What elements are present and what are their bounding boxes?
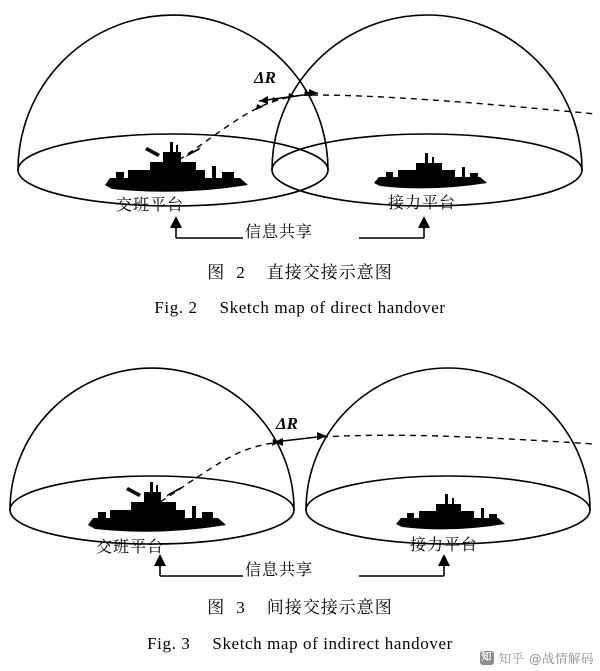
delta-r-arrow [274, 432, 326, 446]
right-platform-label: 接力平台 [410, 535, 479, 554]
right-dome-arc [272, 15, 582, 170]
delta-r-label: ΔR [254, 68, 276, 87]
info-share-label: 信息共享 [245, 222, 314, 241]
figure-2-caption-en [0, 298, 600, 318]
figure-2-caption-cn-text: 直接交接示意图 [266, 263, 393, 283]
figure-3 [0, 338, 600, 671]
trajectory-dashed-right [322, 435, 594, 444]
figure-3-svg [0, 338, 600, 593]
figure-2-caption-cn [0, 258, 600, 283]
figure-2-caption-cn-prefix: 图 [207, 263, 225, 282]
right-dome-arc [306, 368, 590, 510]
trajectory-dashed-right [312, 95, 596, 114]
watermark-logo-icon: 知 [481, 652, 492, 663]
watermark [480, 649, 594, 667]
figure-3-caption-cn-prefix: 图 [207, 598, 225, 617]
figure-3-caption-en-prefix: Fig. 3 [147, 634, 191, 653]
figure-3-diagram [0, 338, 600, 593]
left-ship-icon [105, 142, 248, 192]
figure-2-caption-en-prefix: Fig. 2 [154, 298, 198, 317]
figure-3-caption-cn-number: 3 [236, 598, 245, 617]
figure-2-caption-en-text: Sketch map of direct handover [219, 298, 446, 317]
figure-3-caption-en-text: Sketch map of indirect handover [212, 634, 453, 653]
left-platform-label: 交班平台 [96, 537, 165, 556]
right-platform-label: 接力平台 [388, 193, 457, 212]
watermark-text: 知乎 @战情解码 [498, 651, 594, 666]
figure-3-caption-cn [0, 593, 600, 618]
left-platform-label: 交班平台 [116, 195, 185, 214]
right-ship-icon [396, 494, 505, 529]
figure-3-caption-cn-text: 间接交接示意图 [266, 598, 393, 618]
figure-2-caption-cn-number: 2 [236, 263, 245, 282]
info-share-label: 信息共享 [245, 560, 314, 579]
delta-r-label: ΔR [276, 414, 298, 433]
right-ship-icon [374, 153, 487, 188]
figure-2-diagram [0, 0, 600, 258]
left-ship-icon [88, 482, 226, 532]
